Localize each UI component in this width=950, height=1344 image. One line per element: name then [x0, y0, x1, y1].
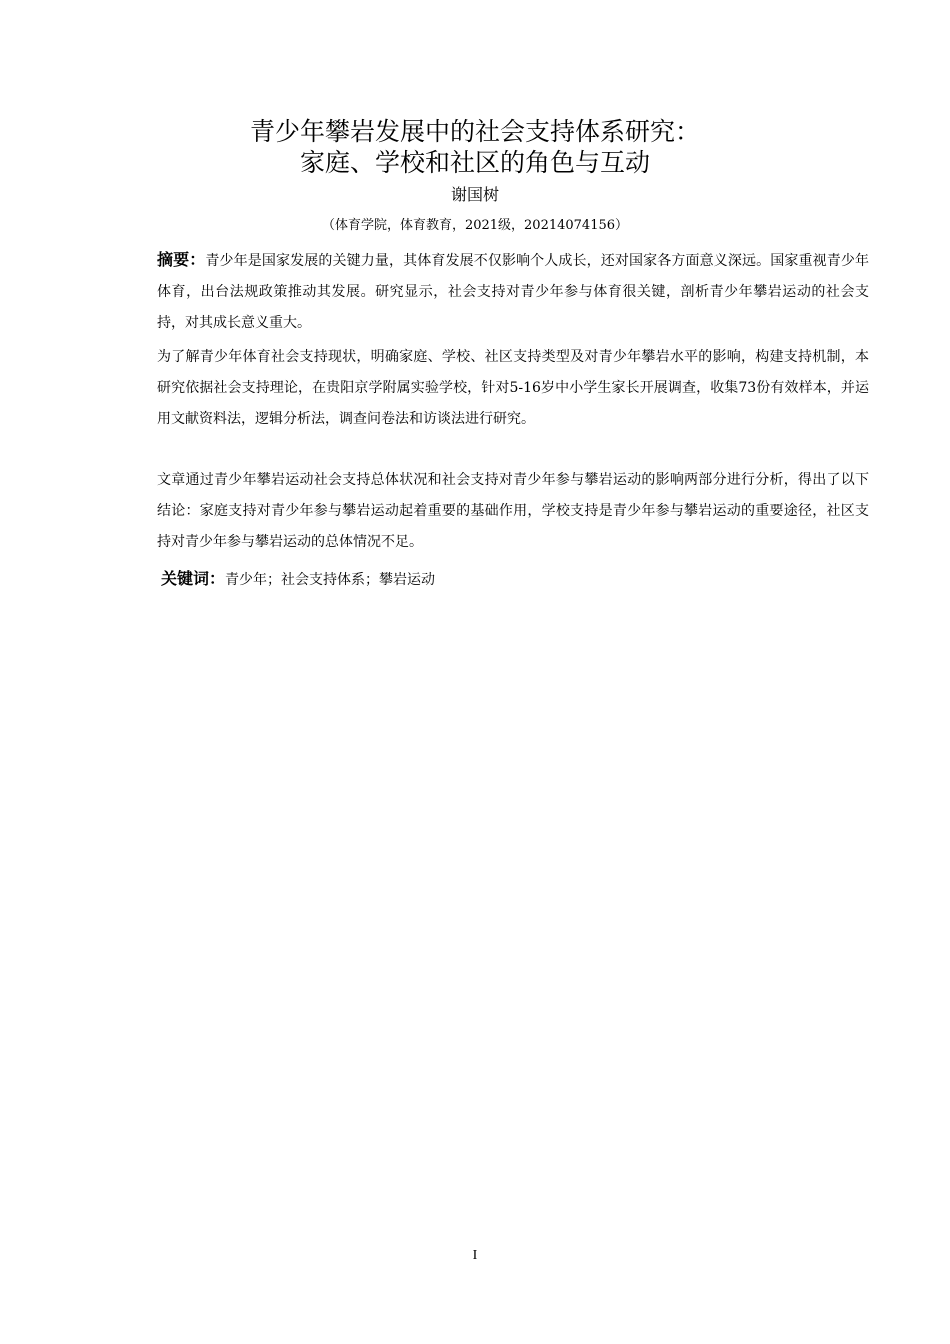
keywords-label: 关键词： [161, 569, 226, 588]
author-name: 谢国树 [450, 185, 499, 204]
page-number: I [472, 1248, 478, 1263]
abstract-paragraph-1 [119, 244, 869, 339]
keywords-text: 青少年；社会支持体系；攀岩运动 [225, 572, 436, 588]
author-affiliation: （体育学院，体育教育，2021级，20214074156） [321, 218, 629, 233]
abstract-label: 摘要： [157, 250, 206, 269]
paper-title-line-1: 青少年攀岩发展中的社会支持体系研究： [249, 117, 700, 146]
abstract-paragraph-2: 为了解青少年体育社会支持现状，明确家庭、学校、社区支持类型及对青少年攀岩水平的影响，构建支持机制，本研究依据社会支持理论，在贵阳京学附属实验学校，针对5-16岁中小学生家长开展调查，收集73份有效样本，并运用文献资料法，逻辑分析法，调查问卷法和访谈法进行研究。 [157, 349, 869, 427]
abstract-paragraph-1-text: 青少年是国家发展的关键力量，其体育发展不仅影响个人成长，还对国家各方面意义深远。国家重视青少年体育，出台法规政策推动其发展。研究显示，社会支持对青少年参与体育很关键，剖析青少年攀岩运动的社会支持，对其成长意义重大。 [157, 253, 869, 331]
keywords-line [161, 564, 435, 595]
paper-title-line-2: 家庭、学校和社区的角色与互动 [299, 148, 650, 177]
abstract-paragraph-3: 文章通过青少年攀岩运动社会支持总体状况和社会支持对青少年参与攀岩运动的影响两部分进行分析，得出了以下结论：家庭支持对青少年参与攀岩运动起着重要的基础作用，学校支持是青少年参与攀岩运动的重要途径，社区支持对青少年参与攀岩运动的总体情况不足。 [157, 472, 869, 550]
